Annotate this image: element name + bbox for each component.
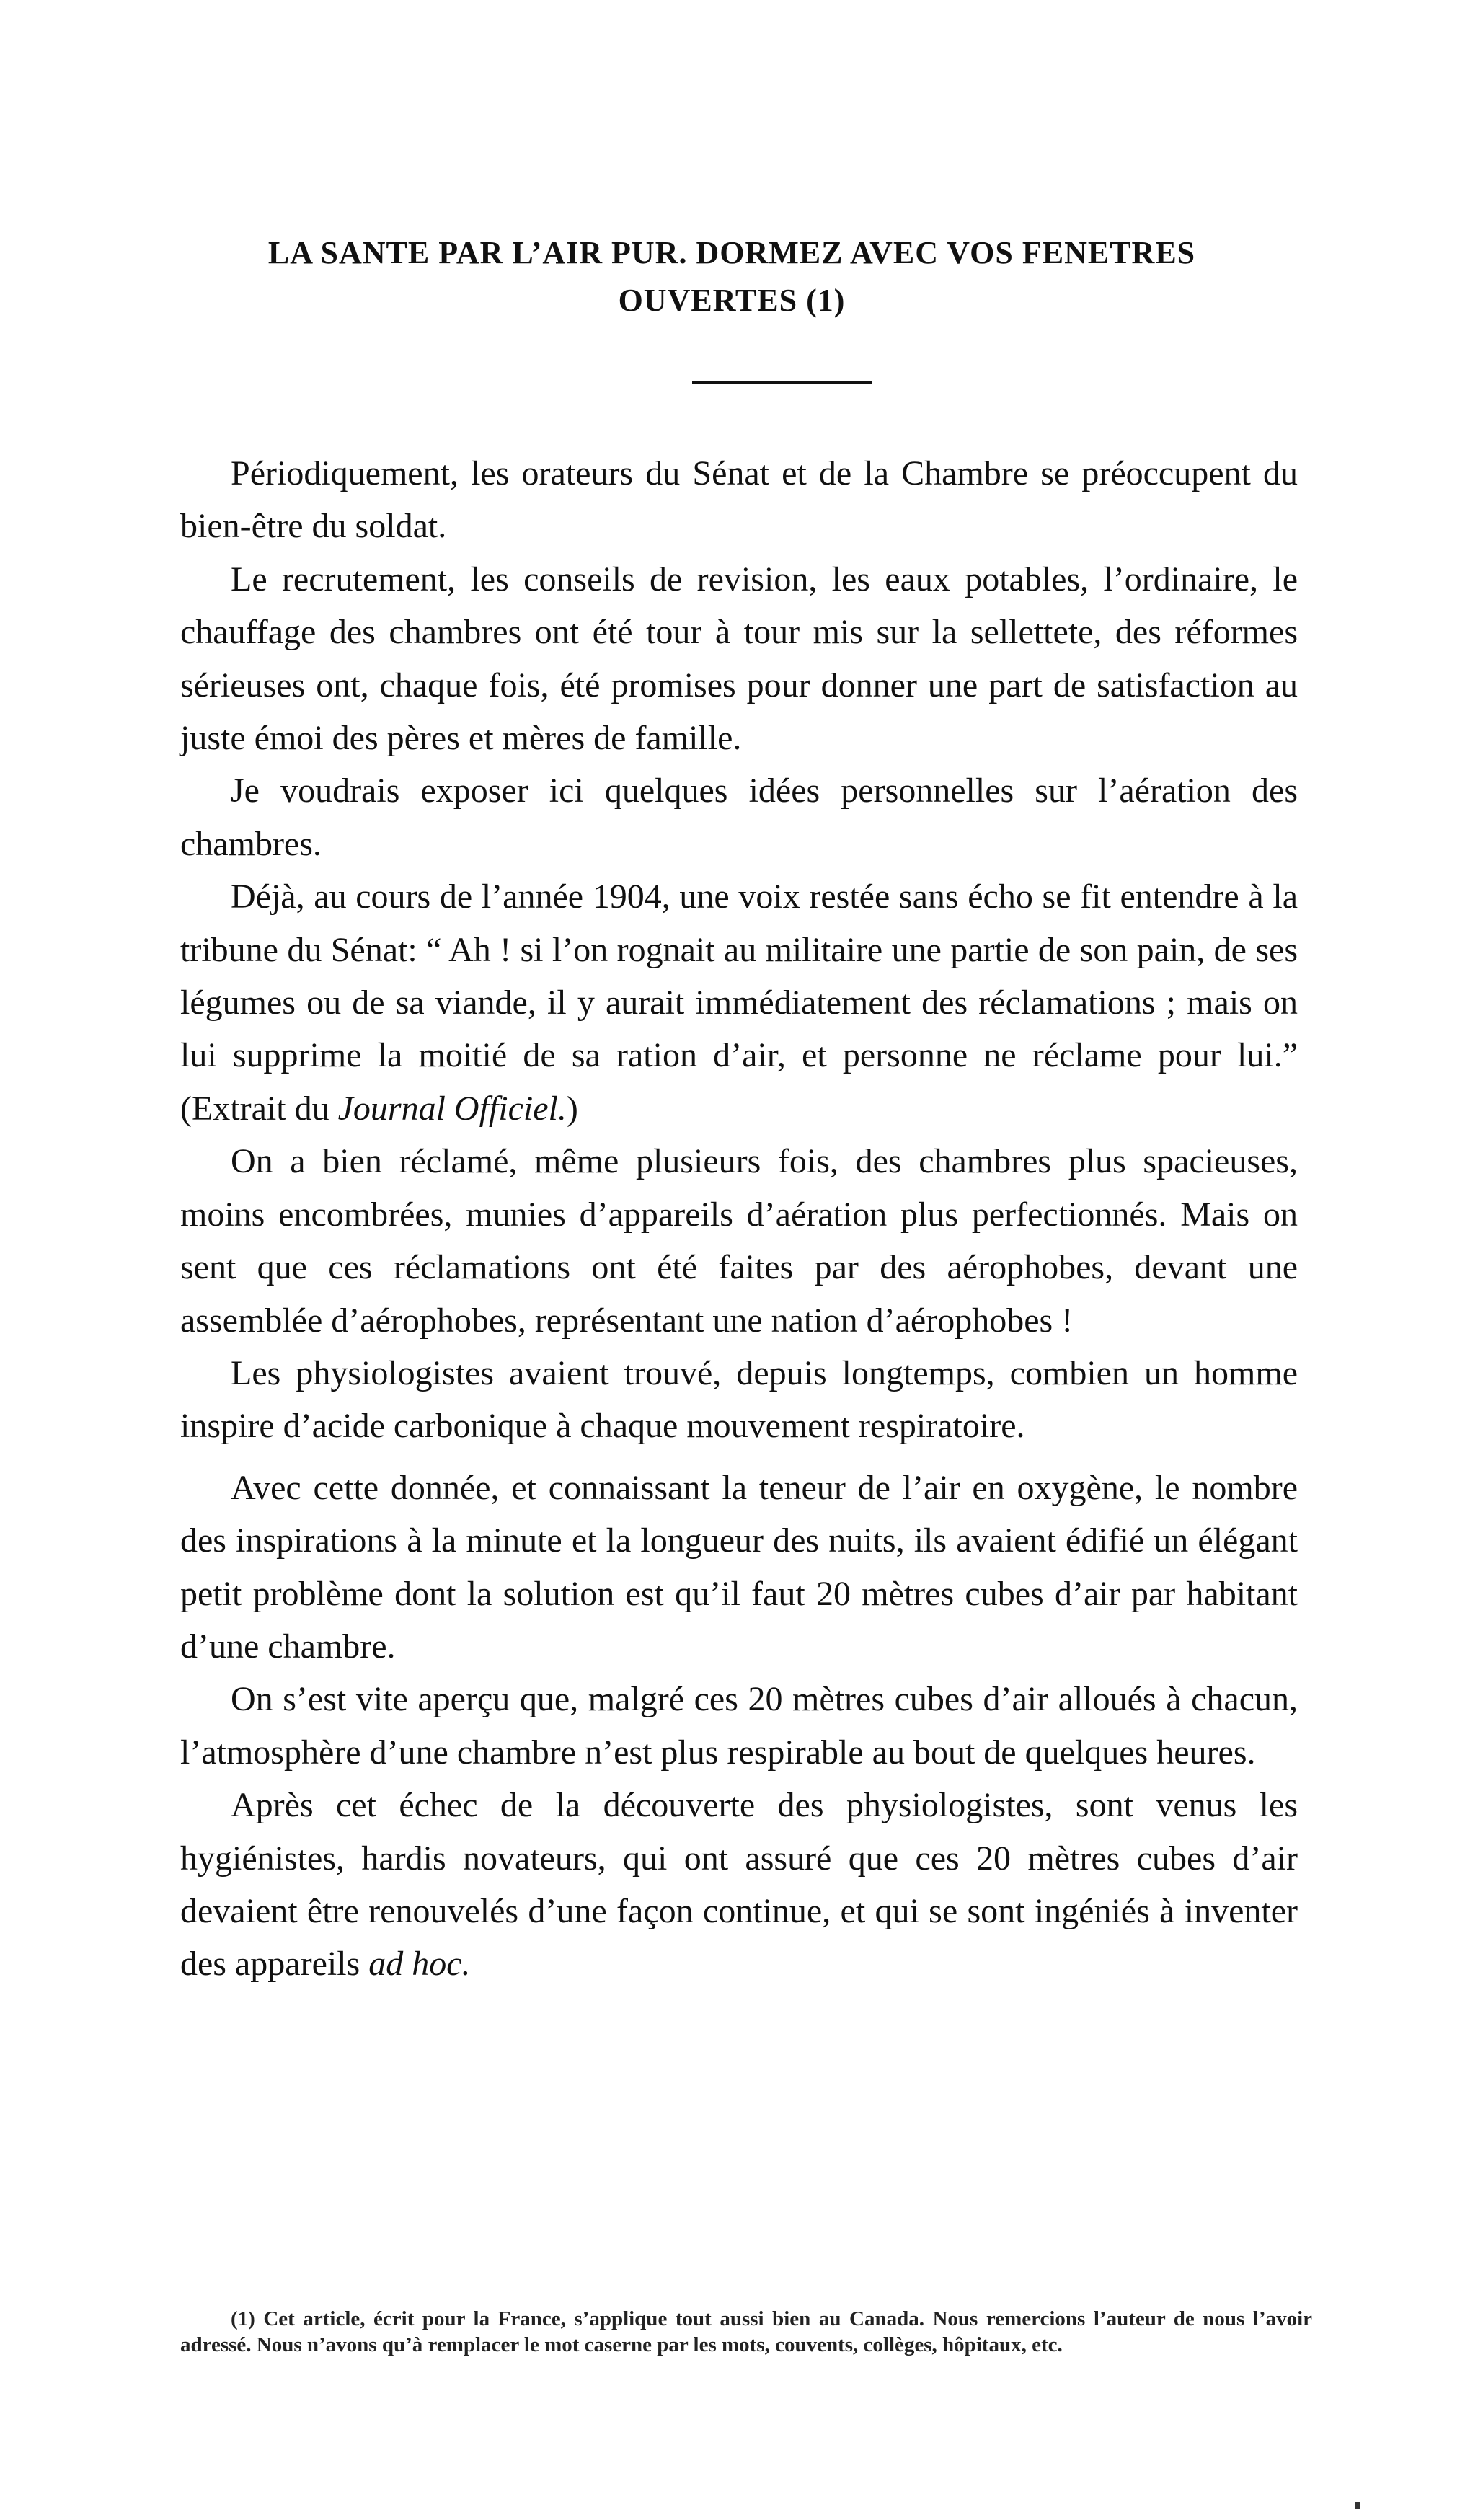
paragraph-2: Le recrutement, les conseils de revision, les eaux potables, l’ordinaire, le chauffage des chambres ont été tour à tour mis sur la sellettete, des réformes sérieuses ont, chaque fois, été promises pour donner une part de satisfaction au juste émoi des pères et mères de famille. [180,560,1298,758]
paragraph-5: On a bien réclamé, même plusieurs fois, des chambres plus spacieuses, moins encombrées, munies d’appareils d’aération plus perfectionnés. Mais on sent que ces réclamations ont été faites par des aérophobes, devant une assemblée d’aérophobes, représentant une nation d’aérophobes ! [180,1142,1298,1340]
paragraph-1: Périodiquement, les orateurs du Sénat et de la Chambre se préoccupent du bien-être du soldat. [180,454,1298,546]
paragraph-7: Avec cette donnée, et connaissant la teneur de l’air en oxygène, le nombre des inspirations à la minute et la longueur des nuits, ils avaient édifié un élégant petit problème dont la solution est qu’il faut 20 mètres cubes d’air par habitant d’une chambre. [180,1468,1298,1666]
journal-officiel: Journal Officiel. [337,1089,567,1128]
footnote: (1) Cet article, écrit pour la France, s’applique tout aussi bien au Canada. Nous remercions l’auteur de nous l’avoir adressé. Nous n’avons qu’à remplacer le mot caserne par les mots, couvents, collèges, hôpitaux, etc. [180,2307,1312,2356]
paragraph-8: On s’est vite aperçu que, malgré ces 20 mètres cubes d’air alloués à chacun, l’atmosphère d’une chambre n’est plus respirable au bout de quelques heures. [180,1680,1298,1772]
article-title [180,229,1283,324]
paragraph-6: Les physiologistes avaient trouvé, depuis longtemps, combien un homme inspire d’acide carbonique à chaque mouvement respiratoire. [180,1353,1298,1446]
title-line-1: LA SANTE PAR L’AIR PUR. DORMEZ AVEC VOS FENETRES [267,235,1196,270]
article-body [180,447,1298,1991]
paragraph-3: Je voudrais exposer ici quelques idées personnelles sur l’aération des chambres. [180,772,1298,863]
paragraph-4 [180,870,1298,1135]
paragraph-4-end: ) [566,1089,578,1128]
paragraph-4-text: Déjà, au cours de l’année 1904, une voix restée sans écho se fit entendre à la tribune du Sénat: “ Ah ! si l’on rognait au militaire une partie de son pain, de ses légumes ou de sa viande, il y aurait immédiatement des réclamations ; mais on lui supprime la moitié de sa ration d’air, et personne ne réclame pour lui.” (Extrait du [180,877,1298,1128]
ad-hoc: ad hoc. [368,1945,471,1984]
title-line-2: OUVERTES (1) [618,283,846,318]
title-rule [692,381,872,384]
paragraph-9-text: Après cet échec de la découverte des physiologistes, sont venus les hygiénistes, hardis novateurs, qui ont assuré que ces 20 mètres cubes d’air devaient être renouvelés d’une façon continue, et qui se sont ingéniés à inventer des appareils [180,1786,1298,1984]
paragraph-9 [180,1779,1298,1991]
scan-speck [1355,2502,1360,2509]
